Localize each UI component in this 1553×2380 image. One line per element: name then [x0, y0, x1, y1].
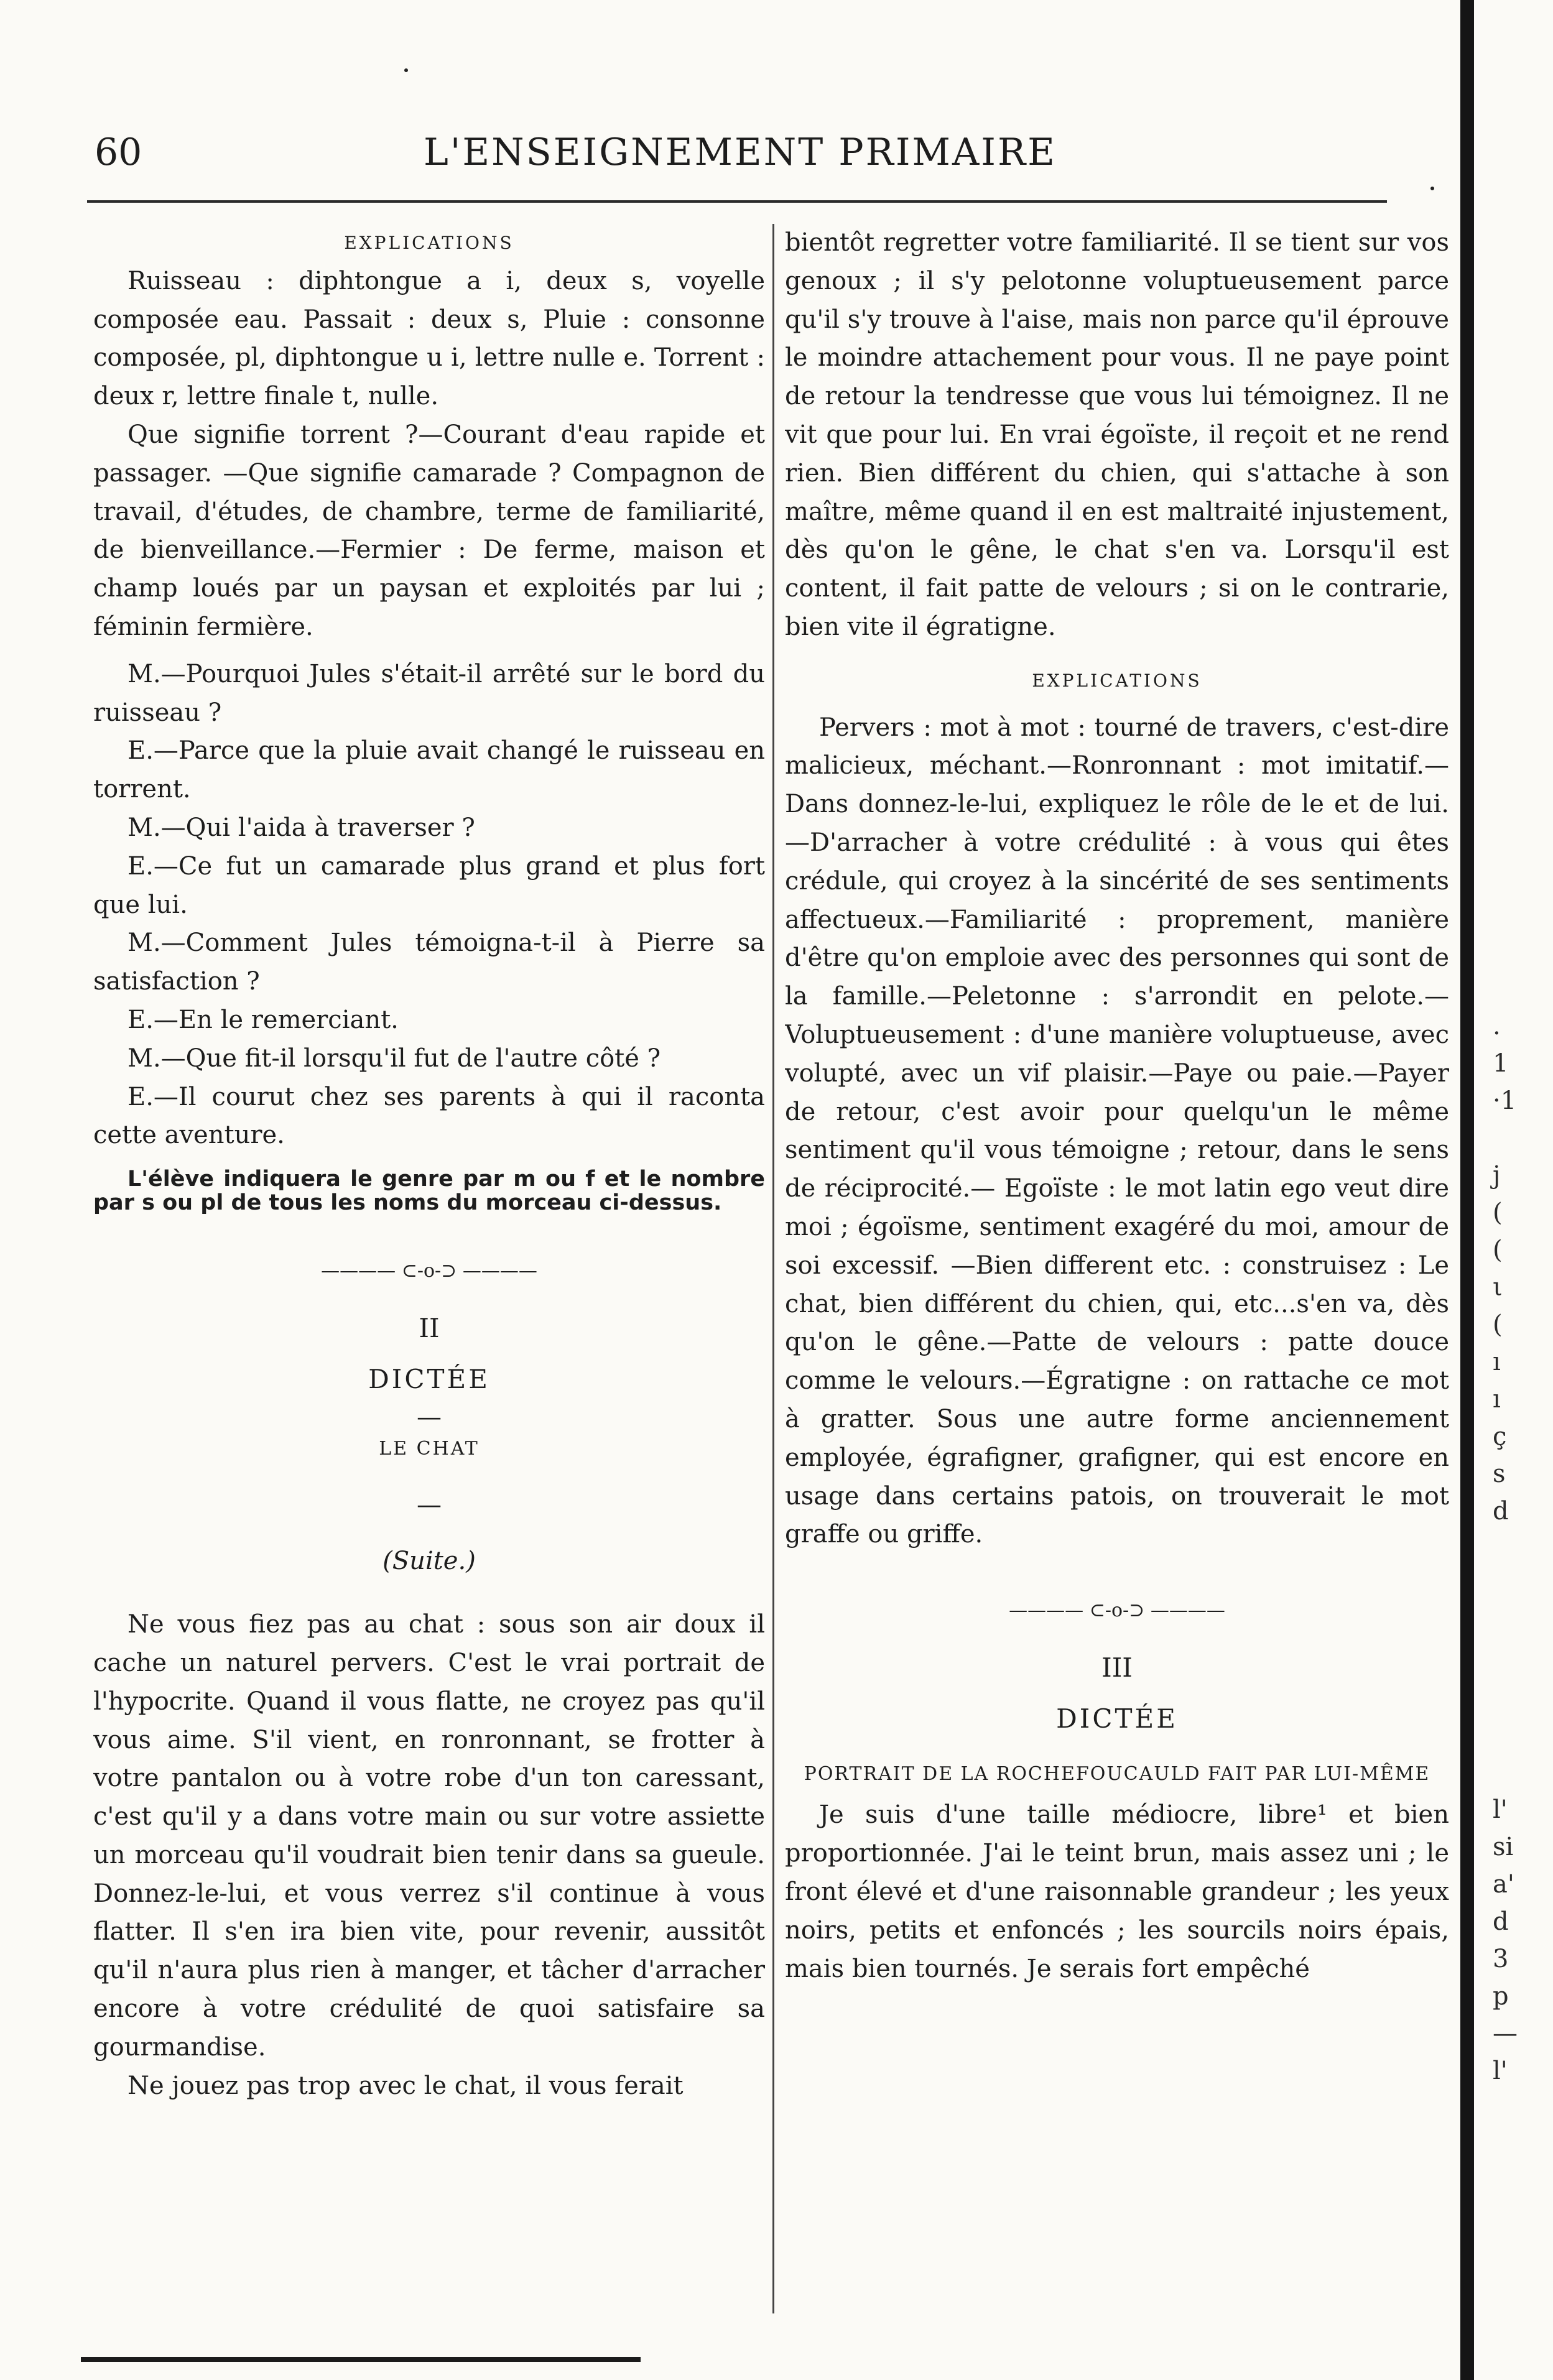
explications-paragraph: Que signifie torrent ?—Courant d'eau rapide et passager. —Que signifie camarade ? Compagnon de travail, d'études, de chambre, terme de familiarité, de bienveillance.—Fermier : De ferme, maison et champ loués par un paysan et exploités par lui ; féminin fermière.: [93, 420, 765, 641]
qa-line: M.—Que fit-il lorsqu'il fut de l'autre côté ?: [127, 1044, 661, 1073]
ink-speck: [404, 68, 408, 72]
qa-line: E.—Il courut chez ses parents à qui il raconta cette aventure.: [93, 1082, 765, 1150]
running-title: L'ENSEIGNEMENT PRIMAIRE: [424, 131, 1057, 174]
header-rule: [87, 200, 1387, 203]
margin-fragment: si: [1493, 1833, 1514, 1861]
qa-line: E.—En le remerciant.: [127, 1005, 399, 1034]
margin-fragment: l': [1493, 2057, 1508, 2085]
page-header: [87, 131, 1393, 187]
title-dash: —: [417, 1491, 442, 1520]
margin-fragment: ı: [1493, 1385, 1501, 1414]
qa-line: E.—Parce que la pluie avait changé le ruisseau en torrent.: [93, 736, 765, 804]
qa-line: M.—Pourquoi Jules s'était-il arrêté sur le bord du ruisseau ?: [93, 659, 765, 727]
margin-fragment: l': [1493, 1795, 1508, 1824]
margin-fragment: [1493, 1530, 1542, 1567]
explications-heading: EXPLICATIONS: [1032, 670, 1202, 691]
section-title: DICTÉE: [368, 1363, 490, 1394]
qa-line: M.—Comment Jules témoigna-t-il à Pierre sa satisfaction ?: [93, 928, 765, 996]
margin-fragment: (: [1493, 1236, 1503, 1264]
margin-fragment: (: [1493, 1198, 1503, 1227]
dictee-paragraph: bientôt regretter votre familiarité. Il se tient sur vos genoux ; il s'y pelotonne voluptueusement parce qu'il s'y trouve à l'aise, mais non parce qu'il éprouve le moindre attachement pour vous. Il ne paye point de retour la tendresse que vous lui témoignez. Il ne vit que pour lui. En vrai égoïste, il reçoit et ne rend rien. Bien différent du chien, qui s'attache à son maître, même quand il en est maltraité injustement, dès qu'on le gêne, le chat s'en va. Lorsqu'il est content, il fait patte de velours ; si on le contrarie, bien vite il égratigne.: [785, 228, 1449, 641]
margin-fragment: 1: [1493, 1049, 1509, 1078]
margin-fragment: .: [1493, 1012, 1501, 1040]
suite-label: (Suite.): [382, 1547, 476, 1576]
margin-fragment: ·1: [1493, 1086, 1517, 1115]
section-ornament: ———— ⊂-o-⊃ ————: [1009, 1600, 1225, 1622]
margin-fragment: j: [1493, 1161, 1501, 1190]
margin-fragment: p: [1493, 1982, 1509, 2011]
bottom-rule: [81, 2357, 641, 2362]
right-column: [785, 224, 1449, 2313]
margin-fragment: a': [1493, 1870, 1514, 1899]
margin-fragment: ι: [1493, 1273, 1503, 1302]
exercise-instruction: L'élève indiquera le genre par m ou f et le nombre par s ou pl de tous les noms du morceau ci-dessus.: [93, 1167, 765, 1216]
qa-line: E.—Ce fut un camarade plus grand et plus fort que lui.: [93, 851, 765, 919]
explications-heading: EXPLICATIONS: [344, 233, 514, 253]
margin-fragment: d: [1493, 1497, 1509, 1526]
margin-fragment: s: [1493, 1460, 1506, 1488]
left-column: [93, 224, 765, 2313]
margin-fragments: [1493, 1007, 1542, 2090]
margin-fragment: (: [1493, 1310, 1503, 1339]
margin-fragment: ç: [1493, 1422, 1507, 1451]
section-number: III: [1101, 1652, 1133, 1683]
page-edge-shadow: [1460, 0, 1474, 2380]
margin-fragment: 3: [1493, 1945, 1509, 1973]
explications-paragraph: Pervers : mot à mot : tourné de travers, c'est-dire malicieux, méchant.—Ronronnant : mot imitatif.—Dans donnez-le-lui, expliquez le rôle de le et de lui.—D'arracher à votre crédulité : à vous qui êtes crédule, qui croyez à la sincérité de ses sentiments affectueux.—Familiarité : proprement, manière d'être qu'on emploie avec des personnes qui sont de la famille.—Peletonne : s'arrondit en pelote.— Voluptueusement : d'une manière voluptueuse, avec volupté, avec un vif plaisir.—Paye ou paie.—Payer de retour, c'est avoir pour quelqu'un le même sentiment qu'il vous témoigne ; retour, dans le sens de réciprocité.— Egoïste : le mot latin ego veut dire moi ; égoïsme, sentiment exagéré du moi, amour de soi excessif. —Bien different etc. : construisez : Le chat, bien différent du chien, qui, etc...s'en va, dès qu'on le gêne.—Patte de velours : patte douce comme le velours.—Égratigne : on rattache ce mot à gratter. Sous une autre forme anciennement employée, égrafigner, grafigner, qui est encore en usage dans certains patois, on trouverait le mot graffe ou griffe.: [785, 713, 1449, 1549]
dictee-subtitle: LE CHAT: [379, 1437, 480, 1460]
margin-fragment: [1493, 1567, 1542, 1604]
dictee-paragraph: Ne vous fiez pas au chat : sous son air doux il cache un naturel pervers. C'est le vrai portrait de l'hypocrite. Quand il vous flatte, ne croyez pas qu'il vous aime. S'il vient, en ronronnant, se frotter à votre pantalon ou à votre robe d'un ton caressant, c'est qu'il y a dans votre main ou sur votre assiette un morceau qu'il voudrait bien tenir dans sa gueule. Donnez-le-lui, et vous verrez s'il continue à vous flatter. Il s'en ira bien vite, pour revenir, aussitôt qu'il n'aura plus rien à manger, et tâcher d'arracher encore à votre crédulité de quoi satisfaire sa gourmandise.: [93, 1610, 765, 2062]
margin-fragment: [1493, 1679, 1542, 1716]
section-number: II: [419, 1312, 440, 1343]
page-number: 60: [95, 131, 142, 174]
margin-fragment: [1493, 1716, 1542, 1754]
margin-fragment: [1493, 1604, 1542, 1642]
portrait-title: PORTRAIT DE LA ROCHEFOUCAULD FAIT PAR LUI-MÊME: [804, 1763, 1430, 1785]
section-ornament: ———— ⊂-o-⊃ ————: [321, 1260, 537, 1282]
section-title: DICTÉE: [1056, 1703, 1178, 1734]
margin-fragment: [1493, 1754, 1542, 1791]
margin-fragment: [1493, 1642, 1542, 1679]
explications-paragraph: Ruisseau : diphtongue a i, deux s, voyelle composée eau. Passait : deux s, Pluie : consonne composée, pl, diphtongue u i, lettre nulle e. Torrent : deux r, lettre finale t, nulle.: [93, 266, 765, 411]
margin-fragment: —: [1493, 2019, 1518, 2048]
ink-speck: [1430, 187, 1434, 190]
margin-fragment: d: [1493, 1907, 1509, 1936]
margin-fragment: ı: [1493, 1348, 1501, 1376]
margin-fragment: [1493, 1119, 1542, 1157]
dictee-paragraph: Ne jouez pas trop avec le chat, il vous ferait: [127, 2071, 684, 2100]
column-divider: [772, 224, 774, 2313]
qa-line: M.—Qui l'aida à traverser ?: [127, 813, 475, 842]
title-dash: —: [417, 1402, 442, 1432]
dictee-paragraph: Je suis d'une taille médiocre, libre¹ et bien proportionnée. J'ai le teint brun, mais assez uni ; le front élevé et d'une raisonnable grandeur ; les yeux noirs, petits et enfoncés ; les sourcils noirs épais, mais bien tournés. Je serais fort empêché: [785, 1800, 1449, 1983]
